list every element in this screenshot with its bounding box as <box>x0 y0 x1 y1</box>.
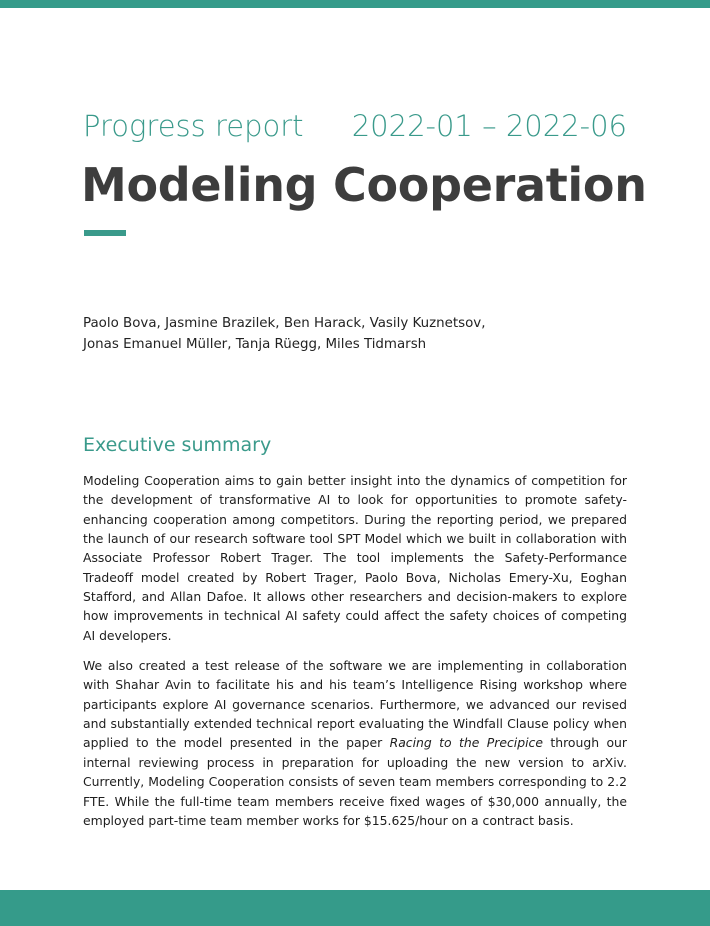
summary-paragraph-2 <box>83 656 627 830</box>
paper-title-italic: Racing to the Precipice <box>389 735 543 751</box>
section-heading-executive-summary: Executive summary <box>83 434 272 456</box>
summary-paragraph-1: Modeling Cooperation aims to gain better insight into the dynamics of competition for the development of transformative AI to look for opportunities to promote safety-enhancing cooperation among competitors. During the reporting period, we prepared the launch of our research software tool SPT Model which we built in collaboration with Associate Professor Robert Trager. The tool implements the Safety-Performance Tradeoff model created by Robert Trager, Paolo Bova, Nicholas Emery-Xu, Eoghan Stafford, and Allan Dafoe. It allows other researchers and decision-makers to explore how improvements in technical AI safety could affect the safety choices of competing AI developers. <box>83 473 627 643</box>
report-period: 2022-01 – 2022-06 <box>351 109 627 143</box>
page-title: Modeling Cooperation <box>81 158 647 212</box>
author-line-1: Paolo Bova, Jasmine Brazilek, Ben Harack, Vasily Kuznetsov, <box>83 316 486 331</box>
executive-summary-body <box>83 471 627 830</box>
author-line-2: Jonas Emanuel Müller, Tanja Rüegg, Miles Tidmarsh <box>83 337 427 352</box>
bottom-accent-bar <box>0 890 710 926</box>
author-list <box>83 313 643 355</box>
title-accent-rule <box>84 230 126 236</box>
paragraph-2-text-end: through our internal reviewing process in preparation for uploading the new version to arXiv. Currently, Modeling Cooperation consists of seven team members corresponding to 2.2 FTE. While the full-time team members receive fixed wages of $30,000 annually, the employed part-time team member works for $15.625/hour on a contract basis. <box>83 735 628 828</box>
paragraph-2-text-start: We also created a test release of the software we are implementing in collaboration with Shahar Avin to facilitate his and his team’s Intelligence Rising workshop where participants explore AI governance scenarios. Furthermore, we advanced our revised and substantially extended technical report evaluating the Windfall Clause policy when applied to the model presented in the paper <box>83 658 627 751</box>
report-label: Progress report <box>83 109 304 143</box>
report-header <box>83 108 627 144</box>
top-accent-bar <box>0 0 710 8</box>
